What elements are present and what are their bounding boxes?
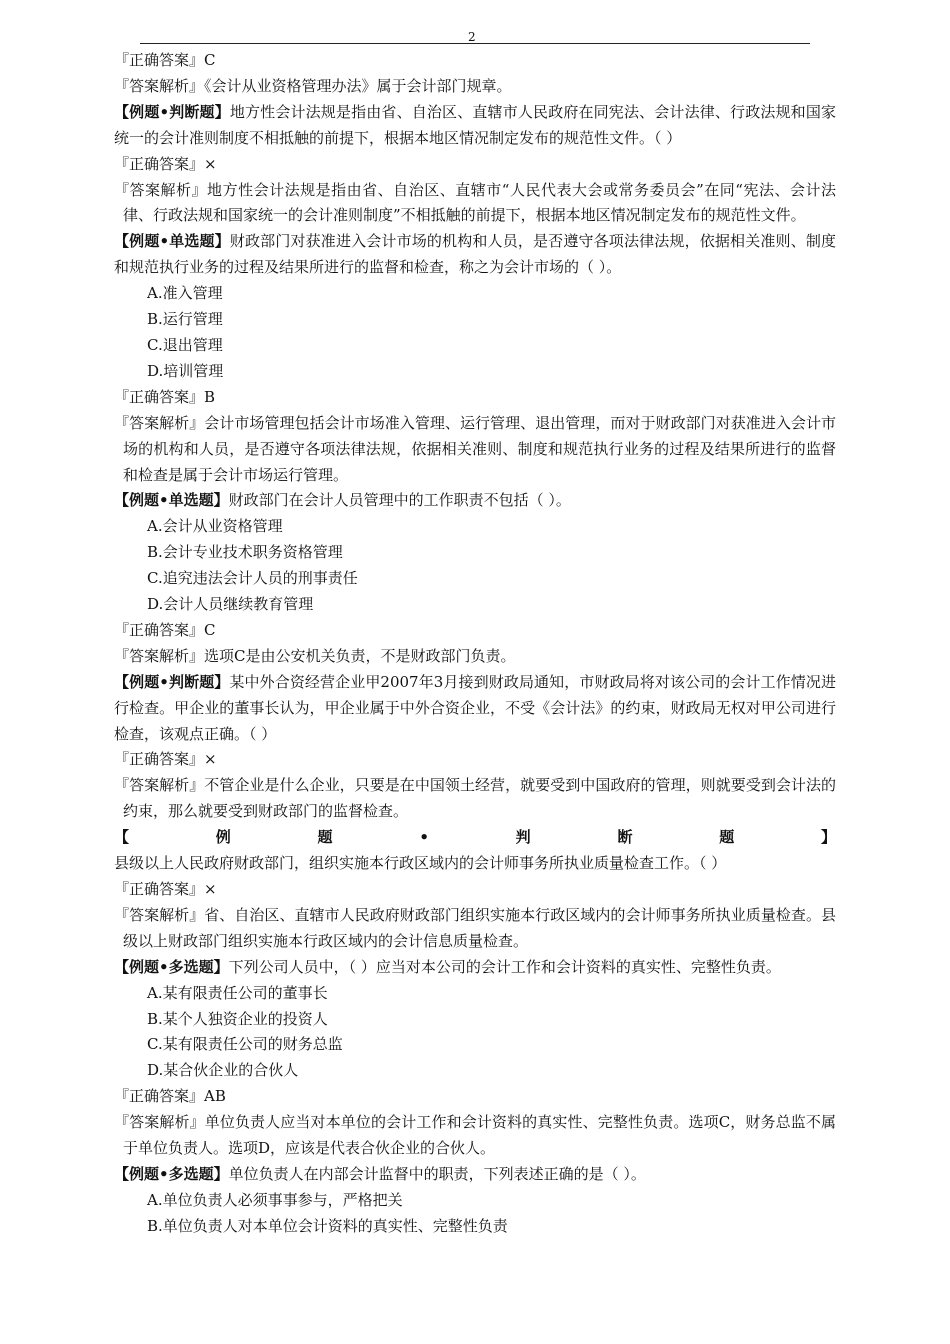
question-tag: 【例题•判断题】	[114, 102, 230, 121]
answer-line: 『正确答案』×	[114, 750, 217, 769]
explanation-line: 『答案解析』《会计从业资格管理办法》属于会计部门规章。	[114, 76, 512, 95]
explanation-line: 『答案解析』选项C是由公安机关负责，不是财政部门负责。	[114, 646, 516, 665]
option-a: A.某有限责任公司的董事长	[147, 983, 328, 1002]
question-text: 县级以上人民政府财政部门，组织实施本行政区域内的会计师事务所执业质量检查工作。（ ）	[114, 854, 727, 873]
option-d: D.培训管理	[147, 361, 224, 380]
answer-line: 『正确答案』×	[114, 154, 217, 173]
option-d: D.某合伙企业的合伙人	[147, 1061, 299, 1080]
answer-line: 『正确答案』C	[114, 51, 216, 69]
answer-line: 『正确答案』×	[114, 880, 217, 898]
answer-line: 『正确答案』B	[114, 387, 216, 406]
question-2	[114, 229, 836, 281]
question-text: 地方性会计法规是指由省、自治区、直辖市人民政府在同宪法、会计法律、行政法规和国家统一的会计准则制度不相抵触的前提下，根据本地区情况制定发布的规范性文件。（ ）	[114, 102, 836, 147]
option-b: B.某个人独资企业的投资人	[147, 1009, 328, 1028]
option-c: C.追究违法会计人员的刑事责任	[147, 569, 358, 588]
question-tag: 【例题•判断题】	[114, 828, 836, 847]
answer-line: 『正确答案』C	[114, 620, 216, 639]
question-7	[114, 1162, 836, 1188]
explanation-line: 『答案解析』会计市场管理包括会计市场准入管理、运行管理、退出管理，而对于财政部门对获准进入会计市场的机构和人员，是否遵守各项法律法规，依据相关准则、制度和规范执行业务的过程及结果所进行的监督和检查是属于会计市场运行管理。	[114, 413, 836, 484]
option-c: C.退出管理	[147, 335, 223, 354]
question-6	[114, 955, 836, 981]
question-5	[114, 825, 836, 877]
question-tag: 【例题•单选题】	[114, 491, 229, 510]
document-body	[114, 48, 836, 1240]
question-1	[114, 100, 836, 152]
option-b: B.会计专业技术职务资格管理	[147, 543, 343, 562]
explanation-line: 『答案解析』不管企业是什么企业，只要是在中国领土经营，就要受到中国政府的管理，则就要受到会计法的约束，那么就要受到财政部门的监督检查。	[114, 776, 836, 821]
question-4	[114, 670, 836, 748]
option-b: B.单位负责人对本单位会计资料的真实性、完整性负责	[147, 1216, 508, 1235]
option-a: A.会计从业资格管理	[147, 517, 283, 536]
page-number: 2	[468, 30, 476, 44]
option-a: A.单位负责人必须事事参与，严格把关	[147, 1190, 403, 1209]
question-tag: 【例题•单选题】	[114, 232, 230, 251]
question-tag: 【例题•多选题】	[114, 957, 229, 976]
question-tag: 【例题•判断题】	[114, 672, 230, 691]
question-tag: 【例题•多选题】	[114, 1164, 229, 1183]
question-text: 财政部门在会计人员管理中的工作职责不包括（ ）。	[228, 491, 571, 510]
question-text: 单位负责人在内部会计监督中的职责，下列表述正确的是（ ）。	[228, 1164, 646, 1183]
explanation-line: 『答案解析』单位负责人应当对本单位的会计工作和会计资料的真实性、完整性负责。选项C，财务总监不属于单位负责人。选项D，应该是代表合伙企业的合伙人。	[114, 1113, 836, 1158]
option-a: A.准入管理	[147, 284, 223, 303]
question-text: 财政部门对获准进入会计市场的机构和人员，是否遵守各项法律法规，依据相关准则、制度和规范执行业务的过程及结果所进行的监督和检查，称之为会计市场的（ ）。	[114, 232, 836, 277]
answer-line: 『正确答案』AB	[114, 1087, 226, 1106]
question-3	[114, 488, 836, 514]
question-text: 某中外合资经营企业甲2007年3月接到财政局通知，市财政局将对该公司的会计工作情况进行检查。甲企业的董事长认为，甲企业属于中外合资企业，不受《会计法》的约束，财政局无权对甲公司进行检查，该观点正确。（ ）	[114, 672, 836, 743]
option-d: D.会计人员继续教育管理	[147, 595, 314, 614]
explanation-line: 『答案解析』省、自治区、直辖市人民政府财政部门组织实施本行政区域内的会计师事务所执业质量检查。县级以上财政部门组织实施本行政区域内的会计信息质量检查。	[114, 905, 836, 950]
question-text: 下列公司人员中，（ ）应当对本公司的会计工作和会计资料的真实性、完整性负责。	[228, 957, 781, 976]
option-c: C.某有限责任公司的财务总监	[147, 1035, 343, 1054]
option-b: B.运行管理	[147, 310, 223, 329]
explanation-line: 『答案解析』地方性会计法规是指由省、自治区、直辖市“人民代表大会或常务委员会”在同“宪法、会计法律、行政法规和国家统一的会计准则制度”不相抵触的前提下，根据本地区情况制定发布的规范性文件。	[114, 180, 836, 225]
